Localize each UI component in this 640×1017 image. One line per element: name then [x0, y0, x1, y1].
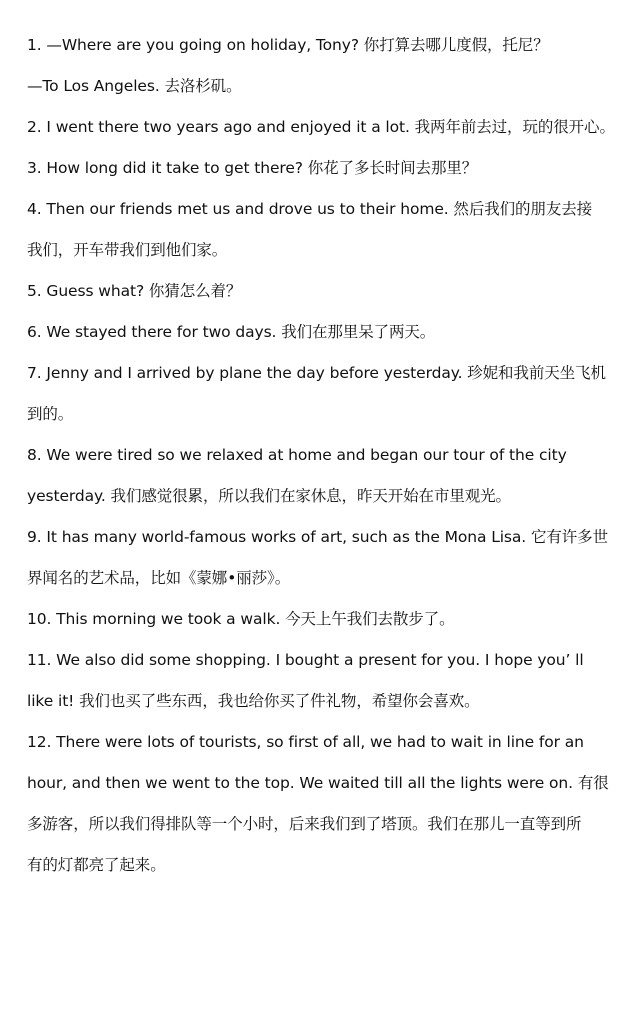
text-line-8: 6. We stayed there for two days. 我们在那里呆了两天。 [27, 323, 436, 341]
text-line-11: 8. We were tired so we relaxed at home and began our tour of the city [27, 446, 567, 464]
text-line-17: like it! 我们也买了些东西，我也给你买了件礼物，希望你会喜欢。 [27, 692, 480, 710]
text-line-21: 有的灯都亮了起来。 [27, 856, 166, 874]
text-line-20: 多游客，所以我们得排队等一个小时，后来我们到了塔顶。我们在那儿一直等到所 [27, 815, 582, 833]
text-line-6: 我们，开车带我们到他们家。 [27, 241, 228, 259]
text-line-18: 12. There were lots of tourists, so first of all, we had to wait in line for an [27, 733, 584, 751]
text-line-15: 10. This morning we took a walk. 今天上午我们去散步了。 [27, 610, 455, 628]
text-line-16: 11. We also did some shopping. I bought a present for you. I hope you’ ll [27, 651, 584, 669]
text-line-13: 9. It has many world-famous works of art, such as the Mona Lisa. 它有许多世 [27, 528, 608, 546]
text-line-4: 3. How long did it take to get there? 你花了多长时间去那里？ [27, 159, 478, 177]
text-line-19: hour, and then we went to the top. We waited till all the lights were on. 有很 [27, 774, 609, 792]
text-line-12: yesterday. 我们感觉很累，所以我们在家休息，昨天开始在市里观光。 [27, 487, 511, 505]
text-line-7: 5. Guess what? 你猜怎么着？ [27, 282, 242, 300]
text-line-1: 1. —Where are you going on holiday, Tony? 你打算去哪儿度假，托尼？ [27, 36, 549, 54]
text-line-9: 7. Jenny and I arrived by plane the day before yesterday. 珍妮和我前天坐飞机 [27, 364, 606, 382]
text-line-2: —To Los Angeles. 去洛杉矶。 [27, 77, 242, 95]
text-line-10: 到的。 [27, 405, 74, 423]
text-line-5: 4. Then our friends met us and drove us to their home. 然后我们的朋友去接 [27, 200, 593, 218]
text-line-3: 2. I went there two years ago and enjoyed it a lot. 我两年前去过，玩的很开心。 [27, 118, 615, 136]
text-line-14: 界闻名的艺术品，比如《蒙娜•丽莎》。 [27, 569, 291, 587]
